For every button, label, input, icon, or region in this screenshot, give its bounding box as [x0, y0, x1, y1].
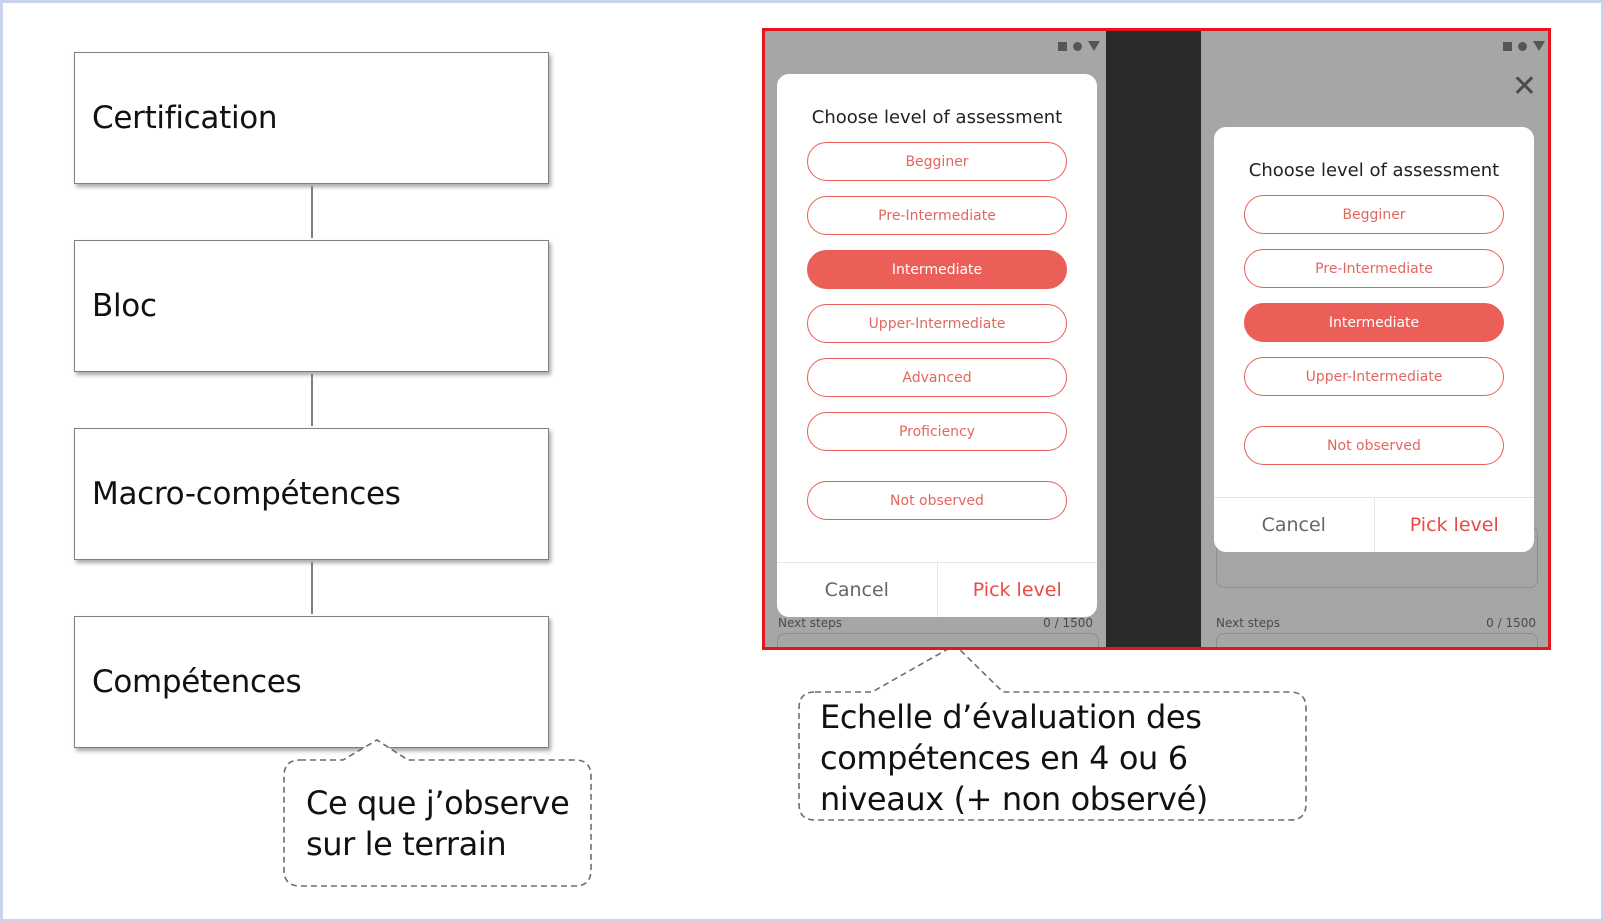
- option-intermediate-selected[interactable]: Intermediate: [1244, 303, 1504, 342]
- dialog-title: Choose level of assessment: [1248, 160, 1500, 181]
- callout-right-text: [820, 697, 1208, 820]
- dialog-title: Choose level of assessment: [811, 107, 1063, 128]
- cancel-button[interactable]: Cancel: [1214, 498, 1375, 552]
- dark-divider: [1106, 31, 1201, 647]
- char-counter: 0 / 1500: [1043, 616, 1093, 630]
- option-upper-intermediate[interactable]: Upper-Intermediate: [1244, 357, 1504, 396]
- circle-icon: [1518, 42, 1527, 51]
- status-bar: [1503, 41, 1545, 51]
- phone-screen-4-levels: [1201, 31, 1551, 647]
- option-begginer[interactable]: Begginer: [807, 142, 1067, 181]
- callout-line: compétences en 4 ou 6: [820, 739, 1188, 777]
- option-pre-intermediate[interactable]: Pre-Intermediate: [1244, 249, 1504, 288]
- option-proficiency[interactable]: Proficiency: [807, 412, 1067, 451]
- option-pre-intermediate[interactable]: Pre-Intermediate: [807, 196, 1067, 235]
- hierarchy-label: Compétences: [92, 664, 302, 700]
- dialog-footer: [777, 562, 1097, 617]
- triangle-icon: [1533, 41, 1545, 51]
- option-upper-intermediate[interactable]: Upper-Intermediate: [807, 304, 1067, 343]
- hierarchy-label: Macro-compétences: [92, 476, 401, 512]
- square-icon: [1503, 42, 1512, 51]
- dialog-footer: [1214, 497, 1534, 552]
- callout-line: Echelle d’évaluation des: [820, 698, 1202, 736]
- app-screenshot-region: [762, 28, 1551, 650]
- option-advanced[interactable]: Advanced: [807, 358, 1067, 397]
- callout-line: sur le terrain: [306, 825, 507, 863]
- triangle-icon: [1088, 41, 1100, 51]
- next-steps-label: Next steps: [1216, 616, 1280, 630]
- close-icon[interactable]: ✕: [1511, 69, 1537, 104]
- square-icon: [1058, 42, 1067, 51]
- callout-line: Ce que j’observe: [306, 784, 570, 822]
- pick-level-button[interactable]: Pick level: [1409, 514, 1499, 536]
- callout-line: niveaux (+ non observé): [820, 780, 1208, 818]
- char-counter: 0 / 1500: [1486, 616, 1536, 630]
- next-steps-field[interactable]: [777, 633, 1099, 647]
- callout-left-text: [306, 783, 569, 865]
- level-dialog: [1214, 127, 1534, 552]
- circle-icon: [1073, 42, 1082, 51]
- level-dialog: [777, 74, 1097, 617]
- option-begginer[interactable]: Begginer: [1244, 195, 1504, 234]
- pick-level-button[interactable]: Pick level: [972, 579, 1062, 601]
- hierarchy-label: Bloc: [92, 288, 157, 324]
- option-intermediate-selected[interactable]: Intermediate: [807, 250, 1067, 289]
- cancel-button[interactable]: Cancel: [777, 563, 938, 617]
- next-steps-label: Next steps: [778, 616, 842, 630]
- next-steps-field[interactable]: [1216, 633, 1538, 647]
- hierarchy-label: Certification: [92, 100, 278, 136]
- status-bar: [1058, 41, 1100, 51]
- option-not-observed[interactable]: Not observed: [1244, 426, 1504, 465]
- phone-screen-6-levels: [765, 31, 1106, 647]
- option-not-observed[interactable]: Not observed: [807, 481, 1067, 520]
